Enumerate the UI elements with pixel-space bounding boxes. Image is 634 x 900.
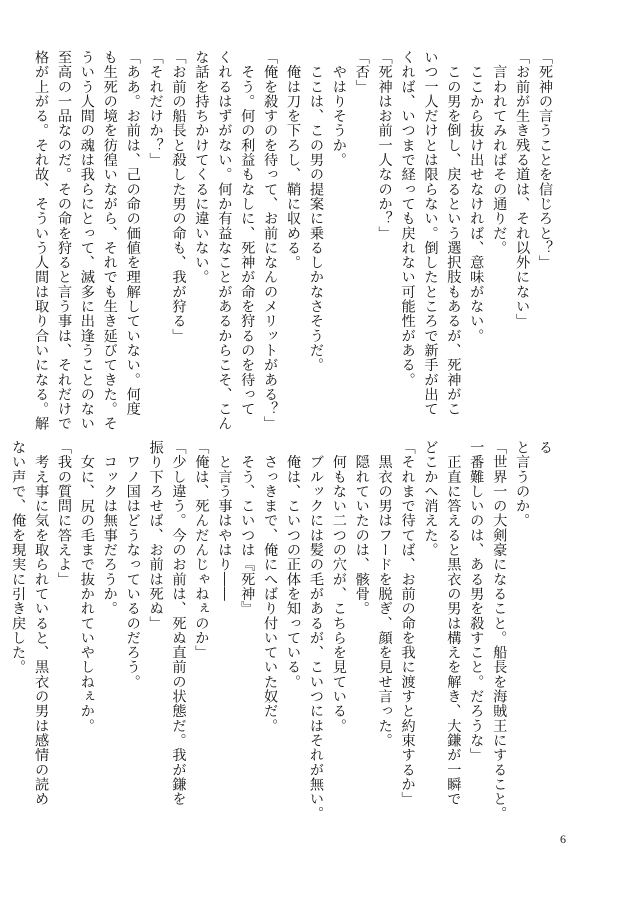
text-line: 「お前の船長と殺した男の命も、我が狩る」 — [170, 50, 187, 343]
text-line: 「俺は、死んだんじゃねぇのか」 — [193, 440, 210, 660]
text-line: 女に、尻の毛まで抜かれていやしねぇか。 — [78, 440, 95, 733]
text-line: と言うのか。 — [514, 440, 531, 528]
text-line: やはりそうか。 — [330, 50, 347, 168]
text-line: さっきまで、俺にへばり付いていた奴だ。 — [262, 440, 279, 733]
text-line: そう。何の利益もなしに、死神が命を狩るのを待って — [239, 50, 256, 417]
text-line: な話を持ちかけてくるに違いない。 — [193, 50, 210, 285]
text-line: 「死神はお前一人なのか？」 — [376, 50, 393, 241]
text-line: 隠れていたのは、骸骨。 — [353, 440, 370, 616]
text-line: 黒衣の男はフードを脱ぎ、顔を見せ言った。 — [376, 440, 393, 748]
text-line: 考え事に気を取られていると、黒衣の男は感情の読め — [33, 440, 50, 807]
text-line: 「それだけか？」 — [147, 50, 164, 168]
text-line: 至高の一品なのだ。その命を狩ると言う事は、それだけで — [55, 50, 72, 431]
text-line: どこかへ消えた。 — [422, 440, 439, 558]
text-line: 「否」 — [353, 50, 370, 94]
text-column-block-bottom — [10, 440, 556, 821]
text-line: 一番難しいのは、ある男を殺すこと。だろうな」 — [468, 440, 485, 763]
page-number: 6 — [560, 832, 566, 846]
text-line: も生死の境を彷徨いながら、それでも生き延びてきた。そ — [101, 50, 118, 431]
text-line: 「我の質問に答えよ」 — [55, 440, 72, 587]
text-line: 振り下ろせば、お前は死ぬ」 — [147, 440, 164, 631]
text-line: 格が上がる。それ故、そういう人間は取り合いになる。解 — [33, 50, 50, 431]
text-line: 言われてみればその通りだ。 — [491, 50, 508, 256]
text-line: いつ一人だけとは限らない。倒したところで新手が出て — [422, 50, 439, 417]
text-line: ワノ国はどうなっているのだろう。 — [124, 440, 141, 690]
text-line: 「俺を殺すのを待って、お前になんのメリットがある？」 — [262, 50, 279, 431]
text-line: 「お前が生き残る道は、それ以外にない」 — [514, 50, 531, 329]
text-line: ここから抜け出せなければ、意味がない。 — [468, 50, 485, 343]
text-line: 俺は刀を下ろし、鞘に収める。 — [285, 50, 302, 270]
text-line: ブルックには髪の毛があるが、こいつにはそれが無い。 — [307, 440, 324, 821]
text-line: そう、こいつは『死神』 — [239, 440, 256, 616]
text-line: 「ああ。お前は、己の命の価値を理解していない。何度 — [124, 50, 141, 417]
text-line: ここは、この男の提案に乗るしかなさそうだ。 — [307, 50, 324, 373]
text-line: くれば、いつまで経っても戻れない可能性がある。 — [399, 50, 416, 387]
text-line: この男を倒し、戻るという選択肢もあるが、死神がこ — [445, 50, 462, 417]
text-line: 俺は、こいつの正体を知っている。 — [285, 440, 302, 690]
text-line: コックは無事だろうか。 — [101, 440, 118, 616]
text-line: る — [537, 440, 553, 455]
text-line: 何もない二つの穴が、こちらを見ている。 — [330, 440, 347, 733]
text-column-block-top — [33, 50, 556, 431]
text-line: 正直に答えると黒衣の男は構えを解き、大鎌が一瞬で — [445, 440, 462, 807]
text-line: ない声で、俺を現実に引き戻した。 — [10, 440, 27, 675]
text-line: くれるはずがない。何か有益なことがあるからこそ、こん — [216, 50, 233, 431]
text-line: ういう人間の魂は我らにとって、滅多に出逢うことのない — [78, 50, 95, 431]
text-line: と言う事はやはり―― — [216, 440, 233, 602]
text-line: 「世界一の大剣豪になること。船長を海賊王にすること。 — [491, 440, 508, 821]
text-line: 「それまで待てば、お前の命を我に渡すと約束するか」 — [399, 440, 416, 807]
text-line: 「死神の言うことを信じろと？」 — [537, 50, 553, 270]
text-line: 「少し違う。今のお前は、死ぬ直前の状態だ。我が鎌を — [170, 440, 187, 807]
